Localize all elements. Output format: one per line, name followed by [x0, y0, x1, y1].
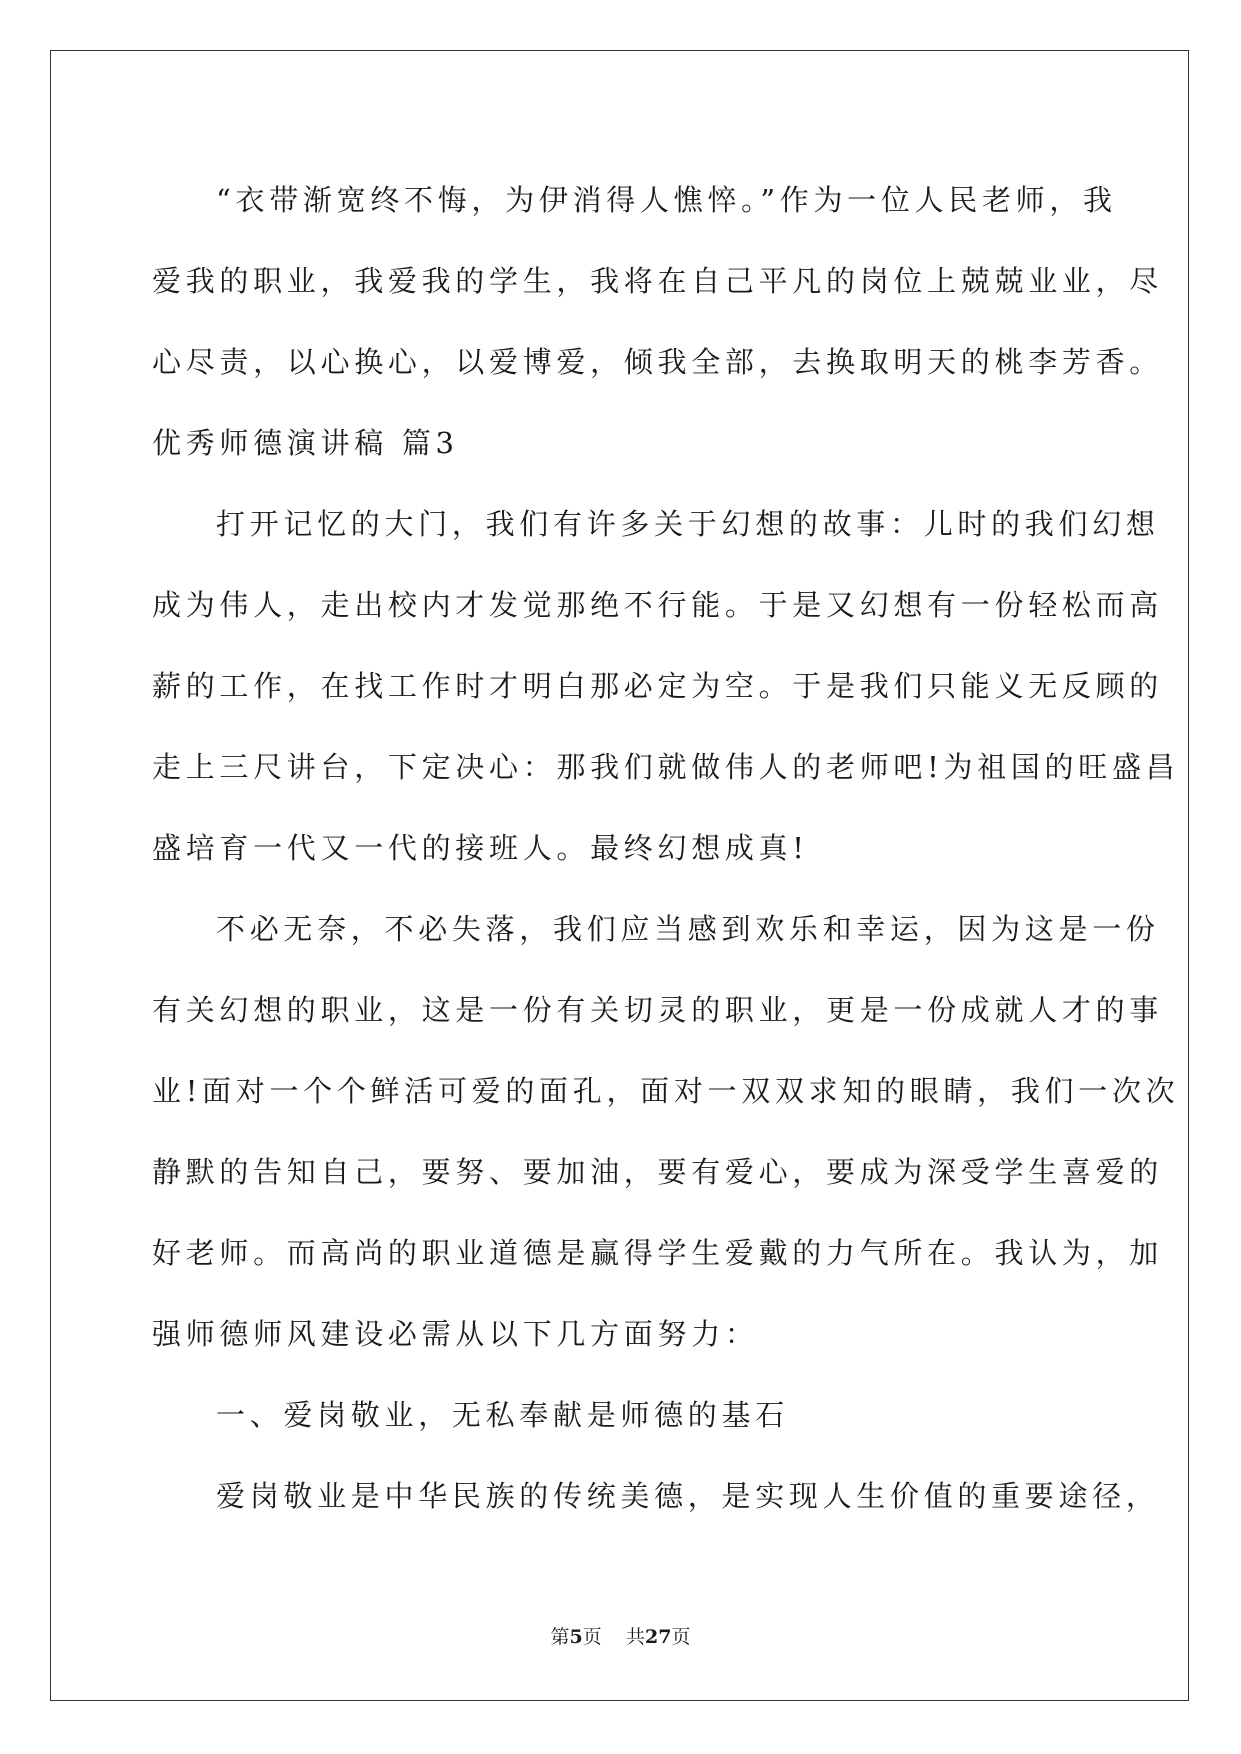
text-line: 薪的工作，在找工作时才明白那必定为空。于是我们只能义无反顾的: [152, 669, 1164, 703]
text-line: 打开记忆的大门，我们有许多关于幻想的故事：儿时的我们幻想: [216, 507, 1160, 541]
text-line: 业!面对一个个鲜活可爱的面孔，面对一双双求知的眼睛，我们一次次: [152, 1074, 1180, 1108]
total-pages: 27: [644, 1626, 672, 1648]
text-line: 爱岗敬业是中华民族的传统美德，是实现人生价值的重要途径，: [216, 1479, 1160, 1513]
text-line: 走上三尺讲台，下定决心：那我们就做伟人的老师吧!为祖国的旺盛昌: [152, 750, 1180, 784]
page-footer: [0, 1622, 1241, 1649]
page-number: 5: [569, 1626, 583, 1648]
text-line: 盛培育一代又一代的接班人。最终幻想成真!: [152, 831, 809, 865]
page-suffix: 页: [582, 1626, 602, 1648]
text-line: 成为伟人，走出校内才发觉那绝不行能。于是又幻想有一份轻松而高: [152, 588, 1164, 622]
subheading-line: 一、爱岗敬业，无私奉献是师德的基石: [216, 1398, 789, 1432]
text-line: 不必无奈，不必失落，我们应当感到欢乐和幸运，因为这是一份: [216, 912, 1160, 946]
section-heading: 优秀师德演讲稿 篇3: [152, 426, 459, 460]
total-suffix: 页: [671, 1626, 691, 1648]
text-line: “衣带渐宽终不悔，为伊消得人憔悴。”作为一位人民老师，我: [216, 183, 1117, 217]
document-body: [152, 160, 1180, 1537]
page-prefix: 第: [550, 1626, 570, 1648]
text-line: 心尽责，以心换心，以爱博爱，倾我全部，去换取明天的桃李芳香。: [152, 345, 1164, 379]
text-line: 强师德师风建设必需从以下几方面努力：: [152, 1317, 759, 1351]
text-line: 静默的告知自己，要努、要加油，要有爱心，要成为深受学生喜爱的: [152, 1155, 1164, 1189]
text-line: 好老师。而高尚的职业道德是赢得学生爱戴的力气所在。我认为，加: [152, 1236, 1164, 1270]
text-line: 有关幻想的职业，这是一份有关切灵的职业，更是一份成就人才的事: [152, 993, 1164, 1027]
total-prefix: 共: [625, 1626, 645, 1648]
text-line: 爱我的职业，我爱我的学生，我将在自己平凡的岗位上兢兢业业，尽: [152, 264, 1164, 298]
